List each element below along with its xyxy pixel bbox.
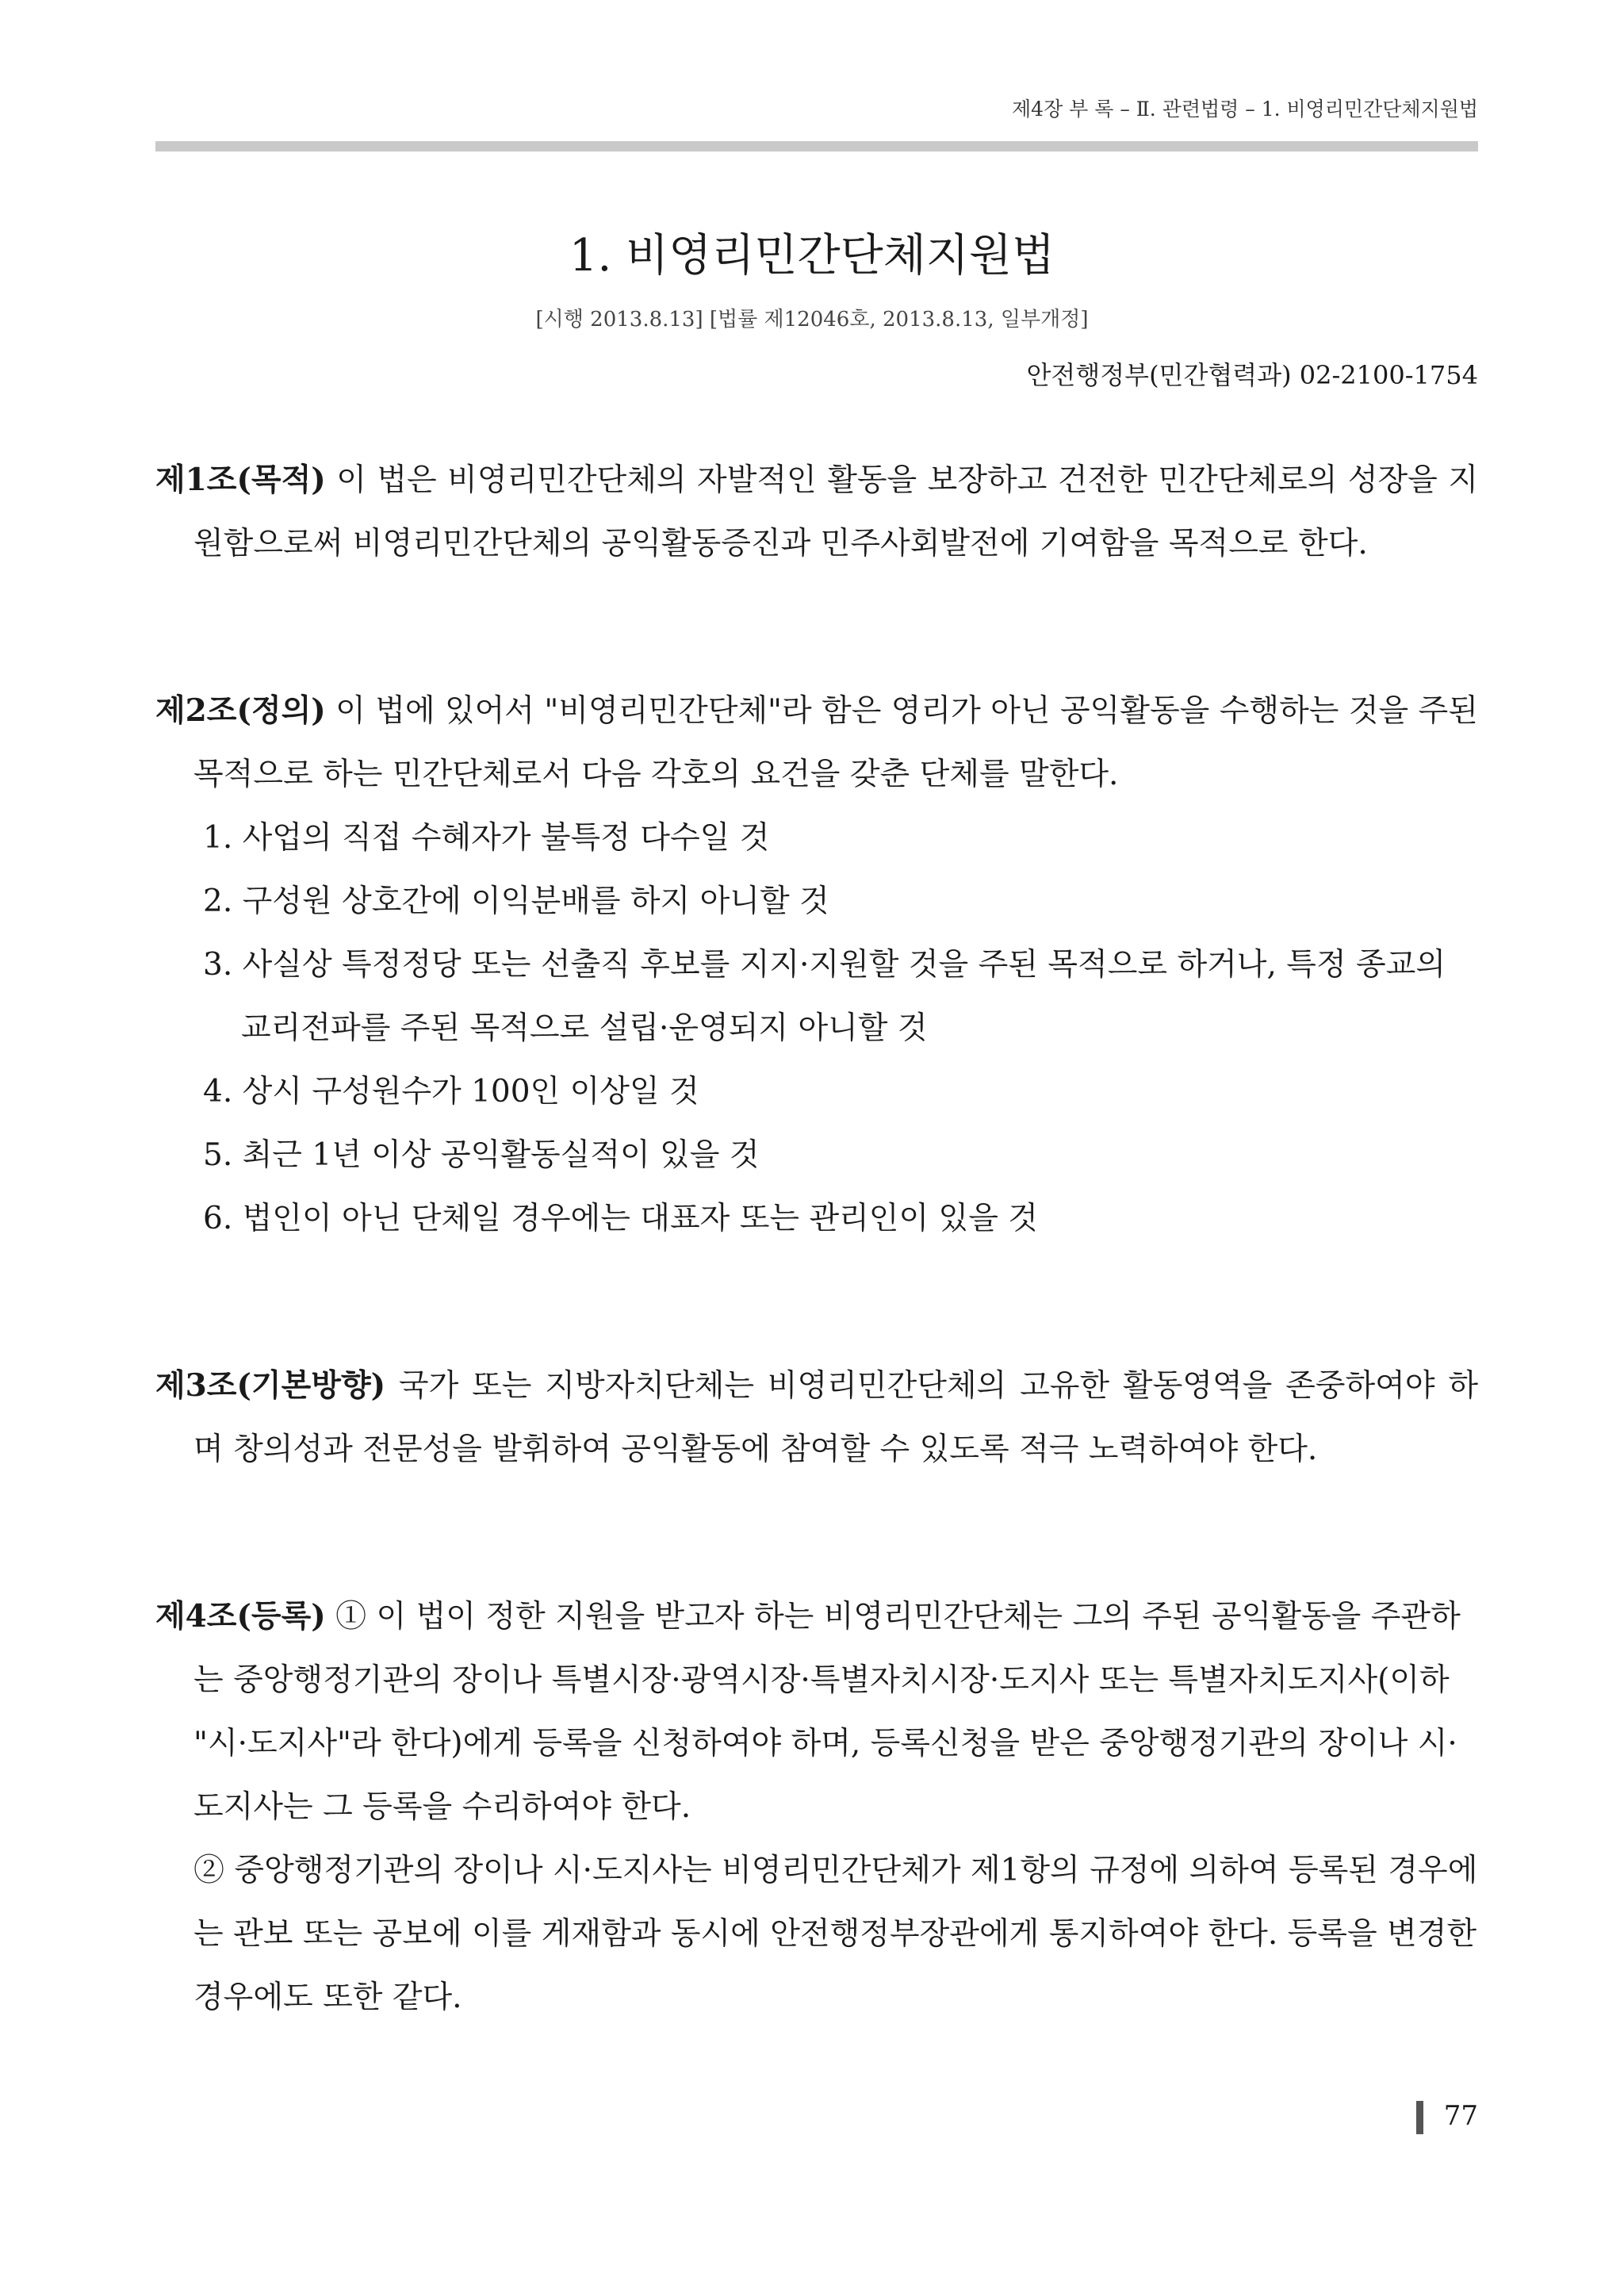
article-3-text: 국가 또는 지방자치단체는 비영리민간단체의 고유한 활동영역을 존중하여야 하며 창의성과 전문성을 발휘하여 공익활동에 참여할 수 있도록 적극 노력하여야 한다. [193,1368,1478,1467]
page-number-bar [1416,2101,1423,2134]
article-2-heading: 제2조(정의) [155,692,326,729]
article-1 [155,448,1478,576]
article-2-item-6: 6. 법인이 아닌 단체일 경우에는 대표자 또는 관리인이 있을 것 [203,1201,1038,1236]
article-3-heading: 제3조(기본방향) [155,1367,386,1404]
enforcement-info: [시행 2013.8.13] [법률 제12046호, 2013.8.13, 일부개정] [535,308,1089,332]
law-body [155,448,1478,2133]
article-2-lead [155,679,1478,807]
article-2-item-3: 3. 사실상 특정정당 또는 선출직 후보를 지지·지원할 것을 주된 목적으로 하거나, 특정 종교의 교리전파를 주된 목적으로 설립·운영되지 아니할 것 [203,947,1446,1046]
article-2-item-4: 4. 상시 구성원수가 100인 이상일 것 [203,1074,699,1110]
article-2-text: 이 법에 있어서 "비영리민간단체"라 함은 영리가 아닌 공익활동을 수행하는 것을 주된 목적으로 하는 민간단체로서 다음 각호의 요건을 갖춘 단체를 말한다. [193,693,1478,792]
page-number-text: 77 [1443,2100,1478,2132]
header-rule [155,141,1478,151]
page-number [1416,2100,1478,2134]
article-4-paragraph-2: ② 중앙행정기관의 장이나 시·도지사는 비영리민간단체가 제1항의 규정에 의하여 등록된 경우에는 관보 또는 공보에 이를 게재함과 동시에 안전행정부장관에게 통지하여야 한다. 등록을 변경한 경우에도 또한 같다. [193,1853,1478,2015]
article-2-item-5: 5. 최근 1년 이상 공익활동실적이 있을 것 [203,1137,760,1173]
running-header: 제4장 부 록 – Ⅱ. 관련법령 – 1. 비영리민간단체지원법 [1012,98,1478,121]
article-1-text: 이 법은 비영리민간단체의 자발적인 활동을 보장하고 건전한 민간단체로의 성장을 지원함으로써 비영리민간단체의 공익활동증진과 민주사회발전에 기여함을 목적으로 한다. [193,462,1478,562]
article-4 [155,1585,1478,2030]
article-2-item-2: 2. 구성원 상호간에 이익분배를 하지 아니할 것 [203,884,829,919]
article-2 [155,679,1478,1251]
article-4-heading: 제4조(등록) [155,1598,326,1635]
article-4-text: ① 이 법이 정한 지원을 받고자 하는 비영리민간단체는 그의 주된 공익활동을 주관하는 중앙행정기관의 장이나 특별시장·광역시장·특별자치시장·도지사 또는 특별자치도지사(이하 "시·도지사"라 한다)에게 등록을 신청하여야 하며, 등록신청을 받은 중앙행정기관의 장이나 시·도지사는 그 등록을 수리하여야 한다. [193,1599,1461,1825]
article-3 [155,1354,1478,1481]
article-1-heading: 제1조(목적) [155,462,326,498]
ministry-contact: 안전행정부(민간협력과) 02-2100-1754 [1026,360,1478,390]
article-4-lead [155,1585,1478,1839]
document-title: 1. 비영리민간단체지원법 [569,230,1055,282]
article-2-item-1: 1. 사업의 직접 수혜자가 불특정 다수일 것 [203,820,770,856]
